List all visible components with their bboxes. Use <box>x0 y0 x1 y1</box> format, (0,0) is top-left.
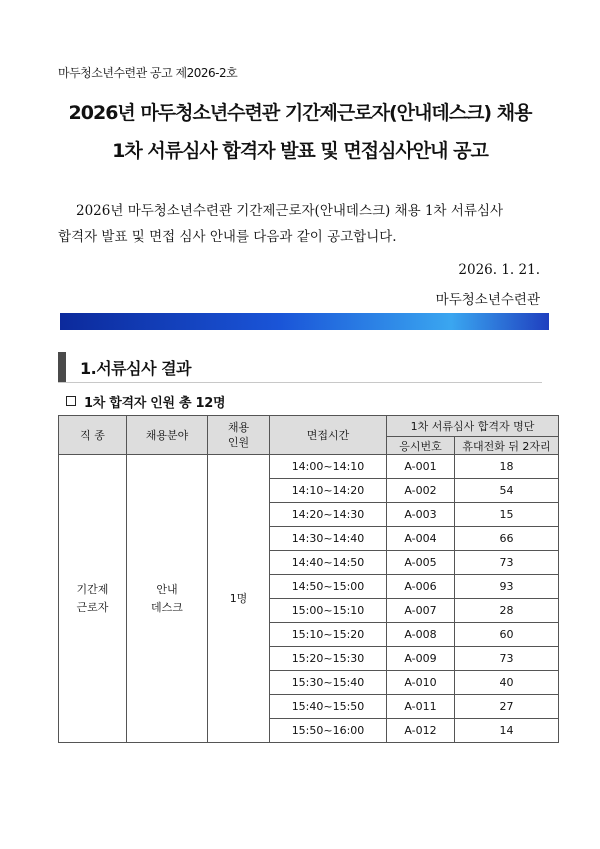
cell-applicant-no: A-007 <box>387 599 455 623</box>
cell-interview-time: 15:30~15:40 <box>270 671 387 695</box>
decorative-gradient-band <box>60 313 549 330</box>
cell-interview-time: 14:00~14:10 <box>270 455 387 479</box>
table-row <box>59 455 559 479</box>
cell-applicant-no: A-012 <box>387 719 455 743</box>
cell-phone-last2: 93 <box>455 575 559 599</box>
header-applicant-no: 응시번호 <box>387 437 455 455</box>
notice-number: 마두청소년수련관 공고 제2026-2호 <box>58 66 238 80</box>
cell-interview-time: 14:30~14:40 <box>270 527 387 551</box>
cell-headcount: 1명 <box>208 455 270 743</box>
cell-interview-time: 15:50~16:00 <box>270 719 387 743</box>
header-passers-group: 1차 서류심사 합격자 명단 <box>387 416 559 437</box>
cell-applicant-no: A-003 <box>387 503 455 527</box>
section-header <box>58 352 542 383</box>
cell-applicant-no: A-002 <box>387 479 455 503</box>
cell-applicant-no: A-006 <box>387 575 455 599</box>
cell-phone-last2: 14 <box>455 719 559 743</box>
cell-job-type: 기간제 근로자 <box>59 455 127 743</box>
cell-phone-last2: 73 <box>455 551 559 575</box>
section-title: 1.서류심사 결과 <box>80 359 192 378</box>
header-field: 채용분야 <box>127 416 208 455</box>
cell-interview-time: 15:40~15:50 <box>270 695 387 719</box>
issuing-organization: 마두청소년수련관 <box>435 292 540 308</box>
cell-interview-time: 15:10~15:20 <box>270 623 387 647</box>
cell-interview-time: 14:40~14:50 <box>270 551 387 575</box>
cell-applicant-no: A-010 <box>387 671 455 695</box>
bullet-summary <box>66 392 225 411</box>
cell-interview-time: 15:20~15:30 <box>270 647 387 671</box>
cell-phone-last2: 54 <box>455 479 559 503</box>
cell-applicant-no: A-009 <box>387 647 455 671</box>
cell-phone-last2: 15 <box>455 503 559 527</box>
title-line-1: 2026년 마두청소년수련관 기간제근로자(안내데스크) 채용 <box>68 102 532 124</box>
cell-applicant-no: A-004 <box>387 527 455 551</box>
bullet-text: 1차 합격자 인원 총 12명 <box>84 396 226 411</box>
cell-phone-last2: 40 <box>455 671 559 695</box>
cell-interview-time: 14:10~14:20 <box>270 479 387 503</box>
cell-applicant-no: A-001 <box>387 455 455 479</box>
body-line-1: 2026년 마두청소년수련관 기간제근로자(안내데스크) 채용 1차 서류심사 <box>76 203 504 219</box>
results-table <box>58 415 559 743</box>
title-line-2: 1차 서류심사 합격자 발표 및 면접심사안내 공고 <box>112 140 488 162</box>
cell-applicant-no: A-011 <box>387 695 455 719</box>
cell-phone-last2: 66 <box>455 527 559 551</box>
cell-interview-time: 14:50~15:00 <box>270 575 387 599</box>
cell-phone-last2: 18 <box>455 455 559 479</box>
cell-applicant-no: A-005 <box>387 551 455 575</box>
cell-phone-last2: 60 <box>455 623 559 647</box>
results-table-body <box>59 455 559 743</box>
cell-phone-last2: 73 <box>455 647 559 671</box>
notice-date: 2026. 1. 21. <box>458 262 540 278</box>
header-interview-time: 면접시간 <box>270 416 387 455</box>
header-phone-last2: 휴대전화 뒤 2자리 <box>455 437 559 455</box>
cell-applicant-no: A-008 <box>387 623 455 647</box>
cell-interview-time: 15:00~15:10 <box>270 599 387 623</box>
body-paragraph <box>58 198 542 250</box>
cell-field: 안내 데스크 <box>127 455 208 743</box>
header-headcount: 채용 인원 <box>208 416 270 455</box>
cell-phone-last2: 28 <box>455 599 559 623</box>
cell-phone-last2: 27 <box>455 695 559 719</box>
checkbox-bullet-icon <box>66 396 76 406</box>
section-bar <box>58 352 66 382</box>
cell-interview-time: 14:20~14:30 <box>270 503 387 527</box>
body-line-2: 합격자 발표 및 면접 심사 안내를 다음과 같이 공고합니다. <box>58 229 397 245</box>
header-job-type: 직 종 <box>59 416 127 455</box>
